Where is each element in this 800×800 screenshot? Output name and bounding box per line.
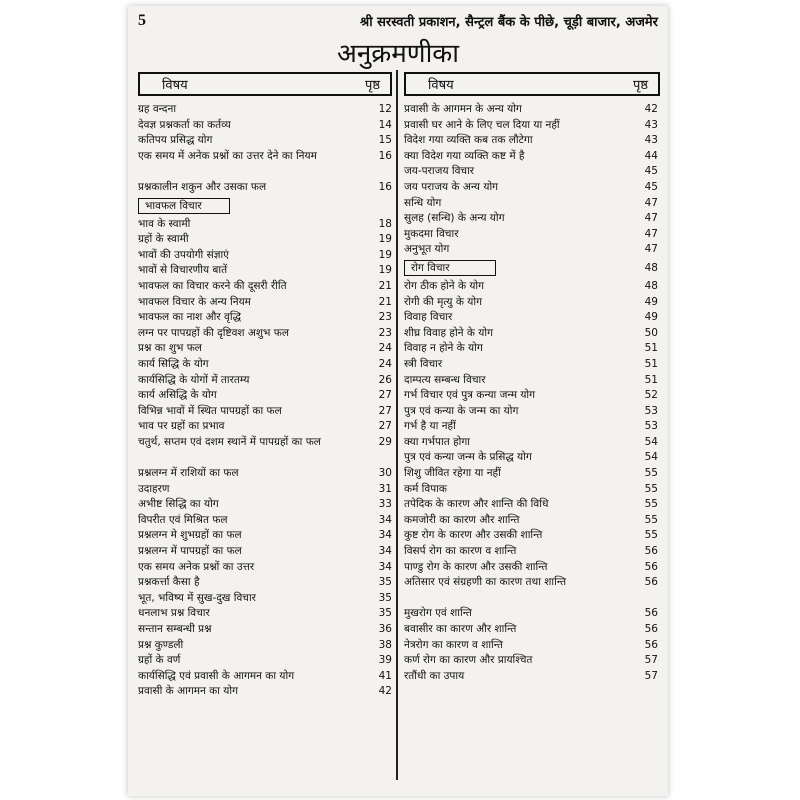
toc-entry: [138, 606, 392, 622]
book-page: [128, 6, 668, 796]
entry-title: प्रश्नकर्त्ता कैसा है: [138, 576, 200, 589]
toc-entry: [404, 211, 658, 227]
toc-entry: [404, 419, 658, 435]
toc-entry: [138, 404, 392, 420]
page-ref: 53: [644, 404, 658, 417]
page-header: [138, 10, 658, 32]
entry-title: अतिसार एवं संग्रहणी का कारण तथा शान्ति: [404, 576, 567, 589]
page-ref: 51: [644, 357, 658, 370]
page-ref: 27: [378, 404, 392, 417]
toc-entry: [404, 606, 658, 622]
entry-title: प्रश्नलग्न में पापग्रहों का फल: [138, 545, 242, 558]
entry-title: पाण्डु रोग के कारण और उसकी शान्ति: [404, 560, 548, 573]
page-ref: 48: [644, 262, 658, 275]
toc-entry: [138, 341, 392, 357]
page-ref: 33: [378, 498, 392, 511]
page-ref: 21: [378, 279, 392, 292]
page-ref: 54: [644, 435, 658, 448]
entry-title: प्रश्नलग्न मे शुभग्रहों का फल: [138, 529, 242, 542]
toc-entry: [138, 279, 392, 295]
page-ref: 51: [644, 342, 658, 355]
entry-title: प्रश्नलग्न में राशियों का फल: [138, 467, 239, 480]
page-ref: 34: [378, 545, 392, 558]
toc-entry: [404, 310, 658, 326]
entry-title: लग्न पर पापग्रहों की दृष्टिवश अशुभ फल: [138, 326, 289, 339]
toc-entry: [404, 133, 658, 149]
entry-title: पुत्र एवं कन्या जन्म के प्रसिद्ध योग: [404, 451, 532, 464]
page-ref: 12: [378, 103, 392, 115]
entry-title: धनलाभ प्रश्न विचार: [138, 607, 210, 620]
right-column: [404, 72, 658, 684]
page-ref: 16: [378, 149, 392, 162]
toc-entry: [138, 263, 392, 279]
page-ref: 36: [378, 623, 392, 635]
page-ref: 16: [378, 180, 392, 193]
entry-title: भाव पर ग्रहों का प्रभाव: [138, 420, 225, 433]
page-ref: 57: [644, 654, 658, 667]
entry-title: विवाह न होने के योग: [404, 342, 483, 355]
entry-title: प्रवासी घर आने के लिए चल दिया या नहीं: [404, 118, 560, 131]
toc-entry: [404, 326, 658, 342]
toc-entry: [138, 102, 392, 118]
entry-title: अभीष्ट सिद्धि का योग: [138, 498, 219, 511]
toc-entry: [404, 404, 658, 420]
entry-title: कार्यसिद्धि के योगों में तारतम्य: [138, 373, 250, 386]
page-ref: 19: [378, 233, 392, 246]
page-ref: 34: [378, 560, 392, 573]
toc-entry: [138, 497, 392, 513]
toc-entry: [404, 653, 658, 669]
entry-title: भूत, भविष्य में सुख-दुख विचार: [138, 591, 256, 604]
entry-title: विदेश गया व्यक्ति कब तक लौटेगा: [404, 134, 533, 147]
entry-title: विवाह विचार: [404, 311, 453, 324]
toc-entry: [404, 435, 658, 451]
page-ref: 38: [378, 638, 392, 651]
toc-entry: [138, 513, 392, 529]
page-ref: 41: [378, 669, 392, 682]
page-ref: 55: [644, 482, 658, 495]
entry-title: सुलह (सन्धि) के अन्य योग: [404, 212, 505, 225]
toc-entry: [138, 295, 392, 311]
page-ref: 42: [644, 103, 658, 115]
entry-title: भावफल का नाश और वृद्धि: [138, 311, 241, 324]
entry-title: प्रश्न का शुभ फल: [138, 342, 202, 355]
page-ref: 55: [644, 467, 658, 480]
toc-entry: [138, 217, 392, 233]
toc-entry: [138, 373, 392, 389]
toc-entry: [138, 684, 392, 700]
page-ref: 30: [378, 467, 392, 480]
toc-entry: [138, 435, 392, 466]
page-ref: 45: [644, 180, 658, 193]
entry-title: उदाहरण: [138, 482, 170, 495]
entry-title: चतुर्थ, सप्तम एवं दशम स्थानें में पापग्रहों का फल: [138, 435, 321, 448]
toc-entry: [404, 118, 658, 134]
page-ref: 15: [378, 134, 392, 147]
page-ref: 57: [644, 669, 658, 682]
toc-entry: [138, 357, 392, 373]
page-ref: 56: [644, 623, 658, 635]
toc-entry: [138, 232, 392, 248]
entry-title: बवासीर का कारण और शान्ति: [404, 623, 517, 635]
page-ref: 19: [378, 248, 392, 261]
toc-entry: [404, 164, 658, 180]
section-heading: रोग विचार: [404, 260, 496, 276]
page-ref: 39: [378, 654, 392, 667]
page-ref: 49: [644, 311, 658, 324]
page-ref: 56: [644, 607, 658, 620]
toc-entry: [138, 180, 392, 196]
entry-title: विपरीत एवं मिश्रित फल: [138, 513, 228, 526]
page-ref: 48: [644, 279, 658, 292]
toc-entry: [138, 575, 392, 591]
entry-title: रतौंधी का उपाय: [404, 669, 465, 682]
toc-entry: [138, 419, 392, 435]
page-ref: 27: [378, 389, 392, 402]
toc-entry: [138, 622, 392, 638]
entry-title: देवज्ञ प्रश्नकर्ता का कर्तव्य: [138, 118, 231, 131]
entry-title: ग्रह वन्दना: [138, 103, 177, 115]
toc-entry: [138, 149, 392, 180]
page-title: अनुक्रमणीका: [336, 39, 460, 69]
page-ref: 56: [644, 576, 658, 589]
page-ref: 29: [378, 435, 392, 448]
entry-title: क्या विदेश गया व्यक्ति कष्ट में है: [404, 149, 525, 162]
entry-title: सन्तान सम्बन्धी प्रश्न: [138, 623, 212, 635]
entry-title: भावों से विचारणीय बातें: [138, 264, 228, 277]
page-ref: 35: [378, 591, 392, 604]
subject-header: विषय: [162, 78, 188, 93]
toc-entry: [138, 653, 392, 669]
entry-title: स्त्री विचार: [404, 357, 443, 370]
entry-title: दाम्पत्य सम्बन्ध विचार: [404, 373, 486, 386]
entry-title: विसर्प रोग का कारण व शान्ति: [404, 545, 517, 558]
toc-entry: [138, 326, 392, 342]
entry-title: जय पराजय के अन्य योग: [404, 180, 499, 193]
entry-title: क्या गर्भपात होगा: [404, 435, 470, 448]
page-header-label: पृष्ठ: [364, 78, 380, 93]
page-ref: 26: [378, 373, 392, 386]
page-ref: 23: [378, 311, 392, 324]
entry-title: प्रवासी के आगमन का योग: [138, 685, 239, 698]
toc-entry: [404, 242, 658, 258]
right-entries: [404, 102, 658, 684]
entry-title: रोग ठीक होने के योग: [404, 279, 485, 292]
entry-title: अनुभूत योग: [404, 243, 450, 256]
page-ref: 19: [378, 264, 392, 277]
page-ref: 50: [644, 326, 658, 339]
page-ref: 14: [378, 118, 392, 131]
toc-entry: [404, 149, 658, 165]
page-ref: 55: [644, 529, 658, 542]
page-ref: 42: [378, 685, 392, 698]
entry-title: शिशु जीवित रहेगा या नहीं: [404, 467, 501, 480]
page-ref: 52: [644, 389, 658, 402]
toc-entry: [404, 528, 658, 544]
toc-entry: [404, 388, 658, 404]
toc-entry: [404, 466, 658, 482]
page-ref: 18: [378, 217, 392, 230]
toc-entry: [404, 450, 658, 466]
page-ref: 56: [644, 545, 658, 558]
page-ref: 24: [378, 342, 392, 355]
toc-entry: [404, 544, 658, 560]
entry-title: प्रवासी के आगमन के अन्य योग: [404, 103, 522, 115]
page-ref: 24: [378, 357, 392, 370]
entry-title: कुष्ट रोग के कारण और उसकी शान्ति: [404, 529, 543, 542]
entry-title: रोगी की मृत्यु के योग: [404, 295, 482, 308]
toc-entry: [404, 482, 658, 498]
toc-entry: [138, 591, 392, 607]
entry-title: विभिन्न भावों में स्थित पापग्रहों का फल: [138, 404, 282, 417]
page-ref: 35: [378, 576, 392, 589]
entry-title: प्रश्न कुण्डली: [138, 638, 184, 651]
page-ref: 47: [644, 243, 658, 256]
toc-entry: [138, 669, 392, 685]
page-ref: 23: [378, 326, 392, 339]
entry-title: सन्धि योग: [404, 196, 442, 209]
entry-title: एक समय में अनेक प्रश्नों का उत्तर देने का नियम: [138, 149, 317, 162]
column-divider: [396, 70, 398, 780]
page-ref: 43: [644, 134, 658, 147]
page-ref: 54: [644, 451, 658, 464]
toc-entry: [404, 638, 658, 654]
left-column: [138, 72, 392, 700]
page-ref: 47: [644, 227, 658, 240]
page-ref: 34: [378, 529, 392, 542]
left-entries: [138, 102, 392, 700]
toc-entry: [404, 373, 658, 389]
right-column-header: [404, 72, 660, 96]
entry-title: कर्ण रोग का कारण और प्रायश्चित: [404, 654, 533, 667]
page-ref: 21: [378, 295, 392, 308]
page-ref: 47: [644, 196, 658, 209]
page-ref: 35: [378, 607, 392, 620]
page-ref: 56: [644, 560, 658, 573]
page-ref: 47: [644, 212, 658, 225]
section-heading: भावफल विचार: [138, 198, 230, 214]
entry-title: भावों की उपयोगी संज्ञाएं: [138, 248, 229, 261]
toc-entry: [404, 279, 658, 295]
toc-entry: [404, 196, 658, 212]
section-heading-row: [404, 258, 658, 279]
page-ref: 45: [644, 165, 658, 178]
toc-entry: [138, 388, 392, 404]
toc-entry: [404, 227, 658, 243]
entry-title: भावफल विचार के अन्य नियम: [138, 295, 251, 308]
entry-title: कमजोरी का कारण और शान्ति: [404, 513, 520, 526]
toc-entry: [138, 248, 392, 264]
toc-entry: [138, 528, 392, 544]
entry-title: कार्य असिद्धि के योग: [138, 389, 217, 402]
page-ref: 55: [644, 513, 658, 526]
toc-entry: [404, 295, 658, 311]
entry-title: ग्रहों के वर्ण: [138, 654, 181, 667]
page-number: 5: [138, 12, 146, 29]
toc-entry: [138, 466, 392, 482]
page-ref: 56: [644, 638, 658, 651]
entry-title: नेत्ररोग का कारण व शान्ति: [404, 638, 503, 651]
page-ref: 49: [644, 295, 658, 308]
entry-title: ग्रहों के स्वामी: [138, 233, 189, 246]
page-ref: 53: [644, 420, 658, 433]
toc-entry: [404, 102, 658, 118]
entry-title: शीघ्र विवाह होने के योग: [404, 326, 494, 339]
page-ref: 51: [644, 373, 658, 386]
toc-entry: [404, 357, 658, 373]
page-ref: 44: [644, 149, 658, 162]
subject-header: विषय: [428, 78, 454, 93]
toc-entry: [404, 497, 658, 513]
entry-title: गर्भ विचार एवं पुत्र कन्या जन्म योग: [404, 389, 536, 402]
entry-title: मुखरोग एवं शान्ति: [404, 607, 472, 620]
page-ref: 55: [644, 498, 658, 511]
publisher-line: श्री सरस्वती प्रकाशन, सैन्ट्रल बैंक के पीछे, चूड़ी बाजार, अजमेर: [360, 15, 658, 30]
entry-title: तपेदिक के कारण और शान्ति की विधि: [404, 498, 549, 511]
toc-entry: [404, 180, 658, 196]
entry-title: गर्भ है या नहीं: [404, 420, 456, 433]
entry-title: भावफल का विचार करने की दूसरी रीति: [138, 279, 287, 292]
toc-entry: [138, 133, 392, 149]
entry-title: एक समय अनेक प्रश्नों का उत्तर: [138, 560, 255, 573]
entry-title: प्रश्नकालीन शकुन और उसका फल: [138, 180, 267, 193]
page-ref: 31: [378, 482, 392, 495]
entry-title: पुत्र एवं कन्या के जन्म का योग: [404, 404, 519, 417]
toc-entry: [404, 575, 658, 606]
page-ref: 27: [378, 420, 392, 433]
toc-entry: [138, 118, 392, 134]
entry-title: मुकदमा विचार: [404, 227, 459, 240]
toc-entry: [138, 638, 392, 654]
left-column-header: [138, 72, 392, 96]
entry-title: भाव के स्वामी: [138, 217, 191, 230]
toc-entry: [138, 482, 392, 498]
toc-entry: [404, 560, 658, 576]
toc-entry: [404, 513, 658, 529]
section-heading-row: [138, 196, 392, 217]
page-ref: 43: [644, 118, 658, 131]
entry-title: कतिपय प्रसिद्ध योग: [138, 134, 213, 147]
page-header-label: पृष्ठ: [632, 78, 648, 93]
toc-entry: [138, 544, 392, 560]
entry-title: कर्म विपाक: [404, 482, 447, 495]
page-ref: 34: [378, 513, 392, 526]
toc-entry: [404, 622, 658, 638]
entry-title: कार्यसिद्धि एवं प्रवासी के आगमन का योग: [138, 669, 295, 682]
entry-title: जय-पराजय विचार: [404, 165, 475, 178]
toc-entry: [138, 560, 392, 576]
entry-title: कार्य सिद्धि के योग: [138, 357, 209, 370]
toc-entry: [138, 310, 392, 326]
toc-entry: [404, 669, 658, 685]
toc-entry: [404, 341, 658, 357]
